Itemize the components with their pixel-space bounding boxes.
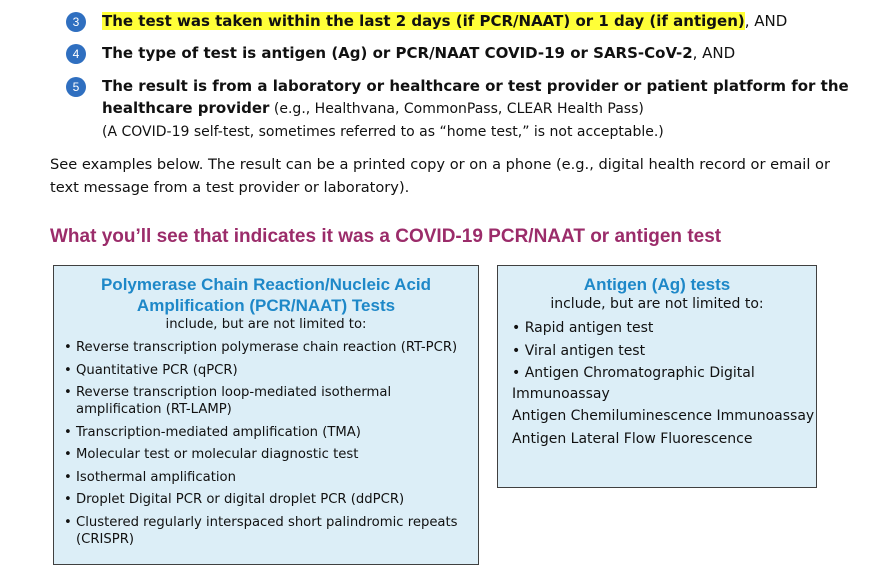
list-item: • Antigen Chromatographic Digital Immunoassay [512,363,816,404]
step-number-badge: 3 [66,12,86,32]
step-number-badge: 5 [66,77,86,97]
list-item: • Droplet Digital PCR or digital droplet PCR (ddPCR) [64,491,478,508]
list-item: Antigen Chemiluminescence Immunoassay [512,408,815,424]
list-item: • Clustered regularly interspaced short palindromic repeats (CRISPR) [64,514,478,548]
criterion-highlighted-text: The test was taken within the last 2 days (if PCR/NAAT) or 1 day (if antigen) [102,12,745,30]
antigen-box [497,265,817,488]
criterion-bold-text-continued: healthcare provider [102,99,270,117]
antigen-box-subtitle: include, but are not limited to: [550,296,764,312]
list-item: • Transcription-mediated amplification (TMA) [64,424,478,441]
criterion-note: (A COVID-19 self-test, sometimes referred to as “home test,” is not acceptable.) [102,124,664,140]
section-heading: What you’ll see that indicates it was a COVID-19 PCR/NAAT or antigen test [50,226,722,247]
criterion-examples: (e.g., Healthvana, CommonPass, CLEAR Health Pass) [269,101,644,117]
antigen-box-title: Antigen (Ag) tests [583,275,731,294]
criterion-bold-text: The type of test is antigen (Ag) or PCR/NAAT COVID-19 or SARS-CoV-2 [102,44,693,62]
pcr-box-subtitle: include, but are not limited to: [165,317,367,332]
antigen-test-list [498,313,816,449]
criterion-bold-text: The result is from a laboratory or healthcare or test provider or patient platform for the [102,77,849,95]
pcr-naat-box [53,265,479,565]
criterion-suffix: , AND [744,12,788,30]
step-number-badge: 4 [66,44,86,64]
list-item: • Quantitative PCR (qPCR) [64,362,478,379]
list-item: • Viral antigen test [512,341,816,362]
list-item: Antigen Lateral Flow Fluorescence [512,430,753,447]
list-item: • Isothermal amplification [64,469,478,486]
list-item: • Reverse transcription polymerase chain reaction (RT-PCR) [64,339,478,356]
pcr-test-list [54,334,478,548]
intro-paragraph: See examples below. The result can be a printed copy or on a phone (e.g., digital health record or email or text message from a test provider or laboratory). [50,156,830,196]
list-item: • Molecular test or molecular diagnostic test [64,446,478,463]
list-item: • Rapid antigen test [512,318,816,339]
criterion-suffix: , AND [692,44,736,62]
pcr-box-title: Polymerase Chain Reaction/Nucleic Acid Amplification (PCR/NAAT) Tests [100,275,432,315]
list-item: • Reverse transcription loop-mediated isothermal amplification (RT-LAMP) [64,384,478,418]
